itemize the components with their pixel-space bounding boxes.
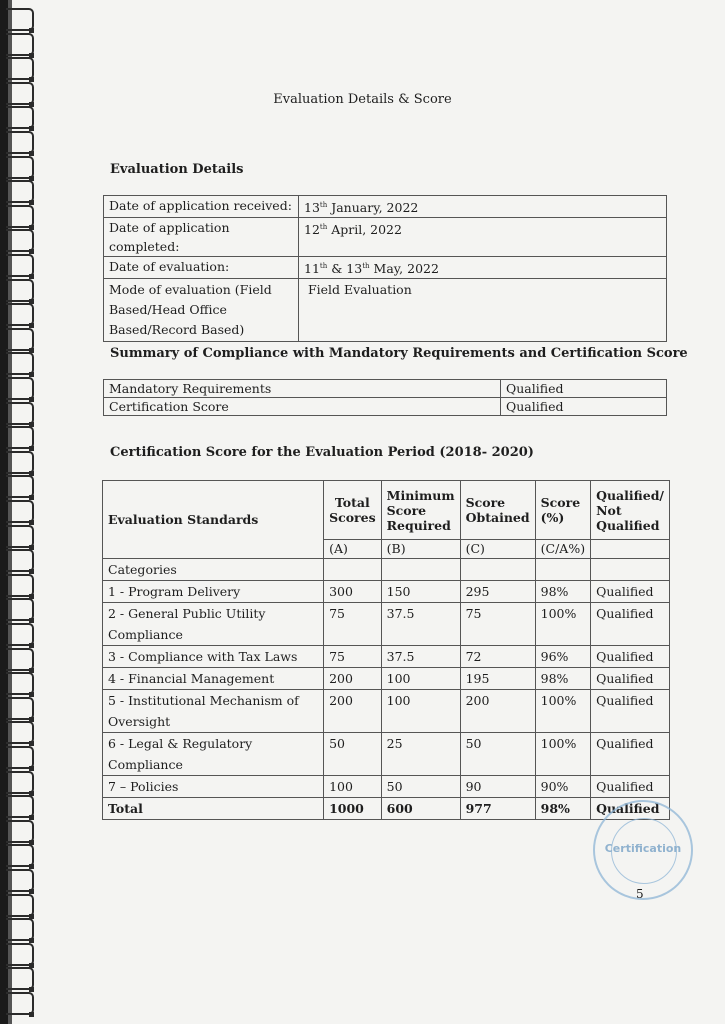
sub-c: (C) (460, 540, 535, 559)
header-evaluation-standards: Evaluation Standards (103, 481, 324, 559)
binding-ring (6, 721, 34, 744)
evaluation-details-table (103, 195, 667, 342)
sub-ca: (C/A%) (535, 540, 590, 559)
binding-ring (6, 746, 34, 769)
detail-value: 13th January, 2022 (299, 196, 667, 218)
header-minimum-score: Minimum Score Required (381, 481, 460, 540)
binding-ring (6, 352, 34, 375)
certification-score-table (102, 480, 670, 820)
detail-label: Date of application completed: (104, 218, 299, 257)
stamp-label: Certification (604, 842, 682, 855)
table-row: 4 - Financial Management 200 100 195 98% Qualified (103, 668, 670, 690)
detail-value: Field Evaluation (299, 279, 667, 342)
binding-ring (6, 574, 34, 597)
summary-label: Mandatory Requirements (104, 380, 501, 398)
sub-a: (A) (324, 540, 382, 559)
binding-ring (6, 672, 34, 695)
binding-ring (6, 697, 34, 720)
binding-ring (6, 8, 34, 31)
sub-b: (B) (381, 540, 460, 559)
binding-ring (6, 106, 34, 129)
page-title: Evaluation Details & Score (273, 92, 452, 107)
detail-label: Date of evaluation: (104, 257, 299, 279)
table-row (104, 279, 667, 342)
summary-heading: Summary of Compliance with Mandatory Requirements and Certification Score (110, 346, 688, 361)
evaluation-details-heading: Evaluation Details (110, 162, 244, 177)
summary-value: Qualified (501, 380, 667, 398)
binding-ring (6, 475, 34, 498)
table-header-row (103, 481, 670, 540)
table-total-row: Total 1000 600 977 98% Qualified (103, 798, 670, 820)
binding-ring (6, 303, 34, 326)
detail-value: 11th & 13th May, 2022 (299, 257, 667, 279)
binding-ring (6, 33, 34, 56)
binding-ring (6, 426, 34, 449)
detail-label: Date of application received: (104, 196, 299, 218)
binding-ring (6, 894, 34, 917)
binding-ring (6, 525, 34, 548)
table-row: 3 - Compliance with Tax Laws 75 37.5 72 96% Qualified (103, 646, 670, 668)
detail-label: Mode of evaluation (Field Based/Head Office Based/Record Based) (104, 279, 299, 342)
binding-ring (6, 205, 34, 228)
sub-empty (591, 540, 670, 559)
binding-ring (6, 598, 34, 621)
score-heading: Certification Score for the Evaluation Period (2018- 2020) (110, 445, 534, 460)
table-row (104, 196, 667, 218)
binding-ring (6, 992, 34, 1015)
summary-label: Certification Score (104, 398, 501, 416)
header-score-percent: Score (%) (535, 481, 590, 540)
binding-ring (6, 943, 34, 966)
binding-ring (6, 967, 34, 990)
binding-ring (6, 451, 34, 474)
binding-ring (6, 131, 34, 154)
table-row (103, 559, 670, 581)
categories-label: Categories (103, 559, 324, 581)
binding-ring (6, 279, 34, 302)
table-row: 6 - Legal & Regulatory Compliance 50 25 50 100% Qualified (103, 733, 670, 776)
table-row (104, 218, 667, 257)
binding-ring (6, 328, 34, 351)
binding-ring (6, 229, 34, 252)
table-row: 2 - General Public Utility Compliance 75 37.5 75 100% Qualified (103, 603, 670, 646)
header-qualified: Qualified/ Not Qualified (591, 481, 670, 540)
spiral-binding (0, 0, 40, 1024)
binding-ring (6, 820, 34, 843)
detail-value: 12th April, 2022 (299, 218, 667, 257)
table-row (104, 398, 667, 416)
header-total-scores: Total Scores (324, 481, 382, 540)
binding-ring (6, 648, 34, 671)
binding-ring (6, 156, 34, 179)
binding-ring (6, 500, 34, 523)
binding-ring (6, 869, 34, 892)
binding-ring (6, 180, 34, 203)
table-row (104, 380, 667, 398)
binding-ring (6, 377, 34, 400)
binding-ring (6, 57, 34, 80)
summary-table (103, 379, 667, 416)
table-row: 1 - Program Delivery 300 150 295 98% Qualified (103, 581, 670, 603)
binding-ring (6, 771, 34, 794)
binding-ring (6, 623, 34, 646)
binding-ring (6, 918, 34, 941)
binding-ring (6, 549, 34, 572)
table-row (104, 257, 667, 279)
summary-value: Qualified (501, 398, 667, 416)
certification-stamp (593, 800, 693, 900)
table-row: 5 - Institutional Mechanism of Oversight 200 100 200 100% Qualified (103, 690, 670, 733)
binding-ring (6, 254, 34, 277)
page-number: 5 (636, 887, 644, 901)
binding-ring (6, 402, 34, 425)
table-row: 7 – Policies 100 50 90 90% Qualified (103, 776, 670, 798)
binding-ring (6, 844, 34, 867)
binding-ring (6, 795, 34, 818)
header-score-obtained: Score Obtained (460, 481, 535, 540)
